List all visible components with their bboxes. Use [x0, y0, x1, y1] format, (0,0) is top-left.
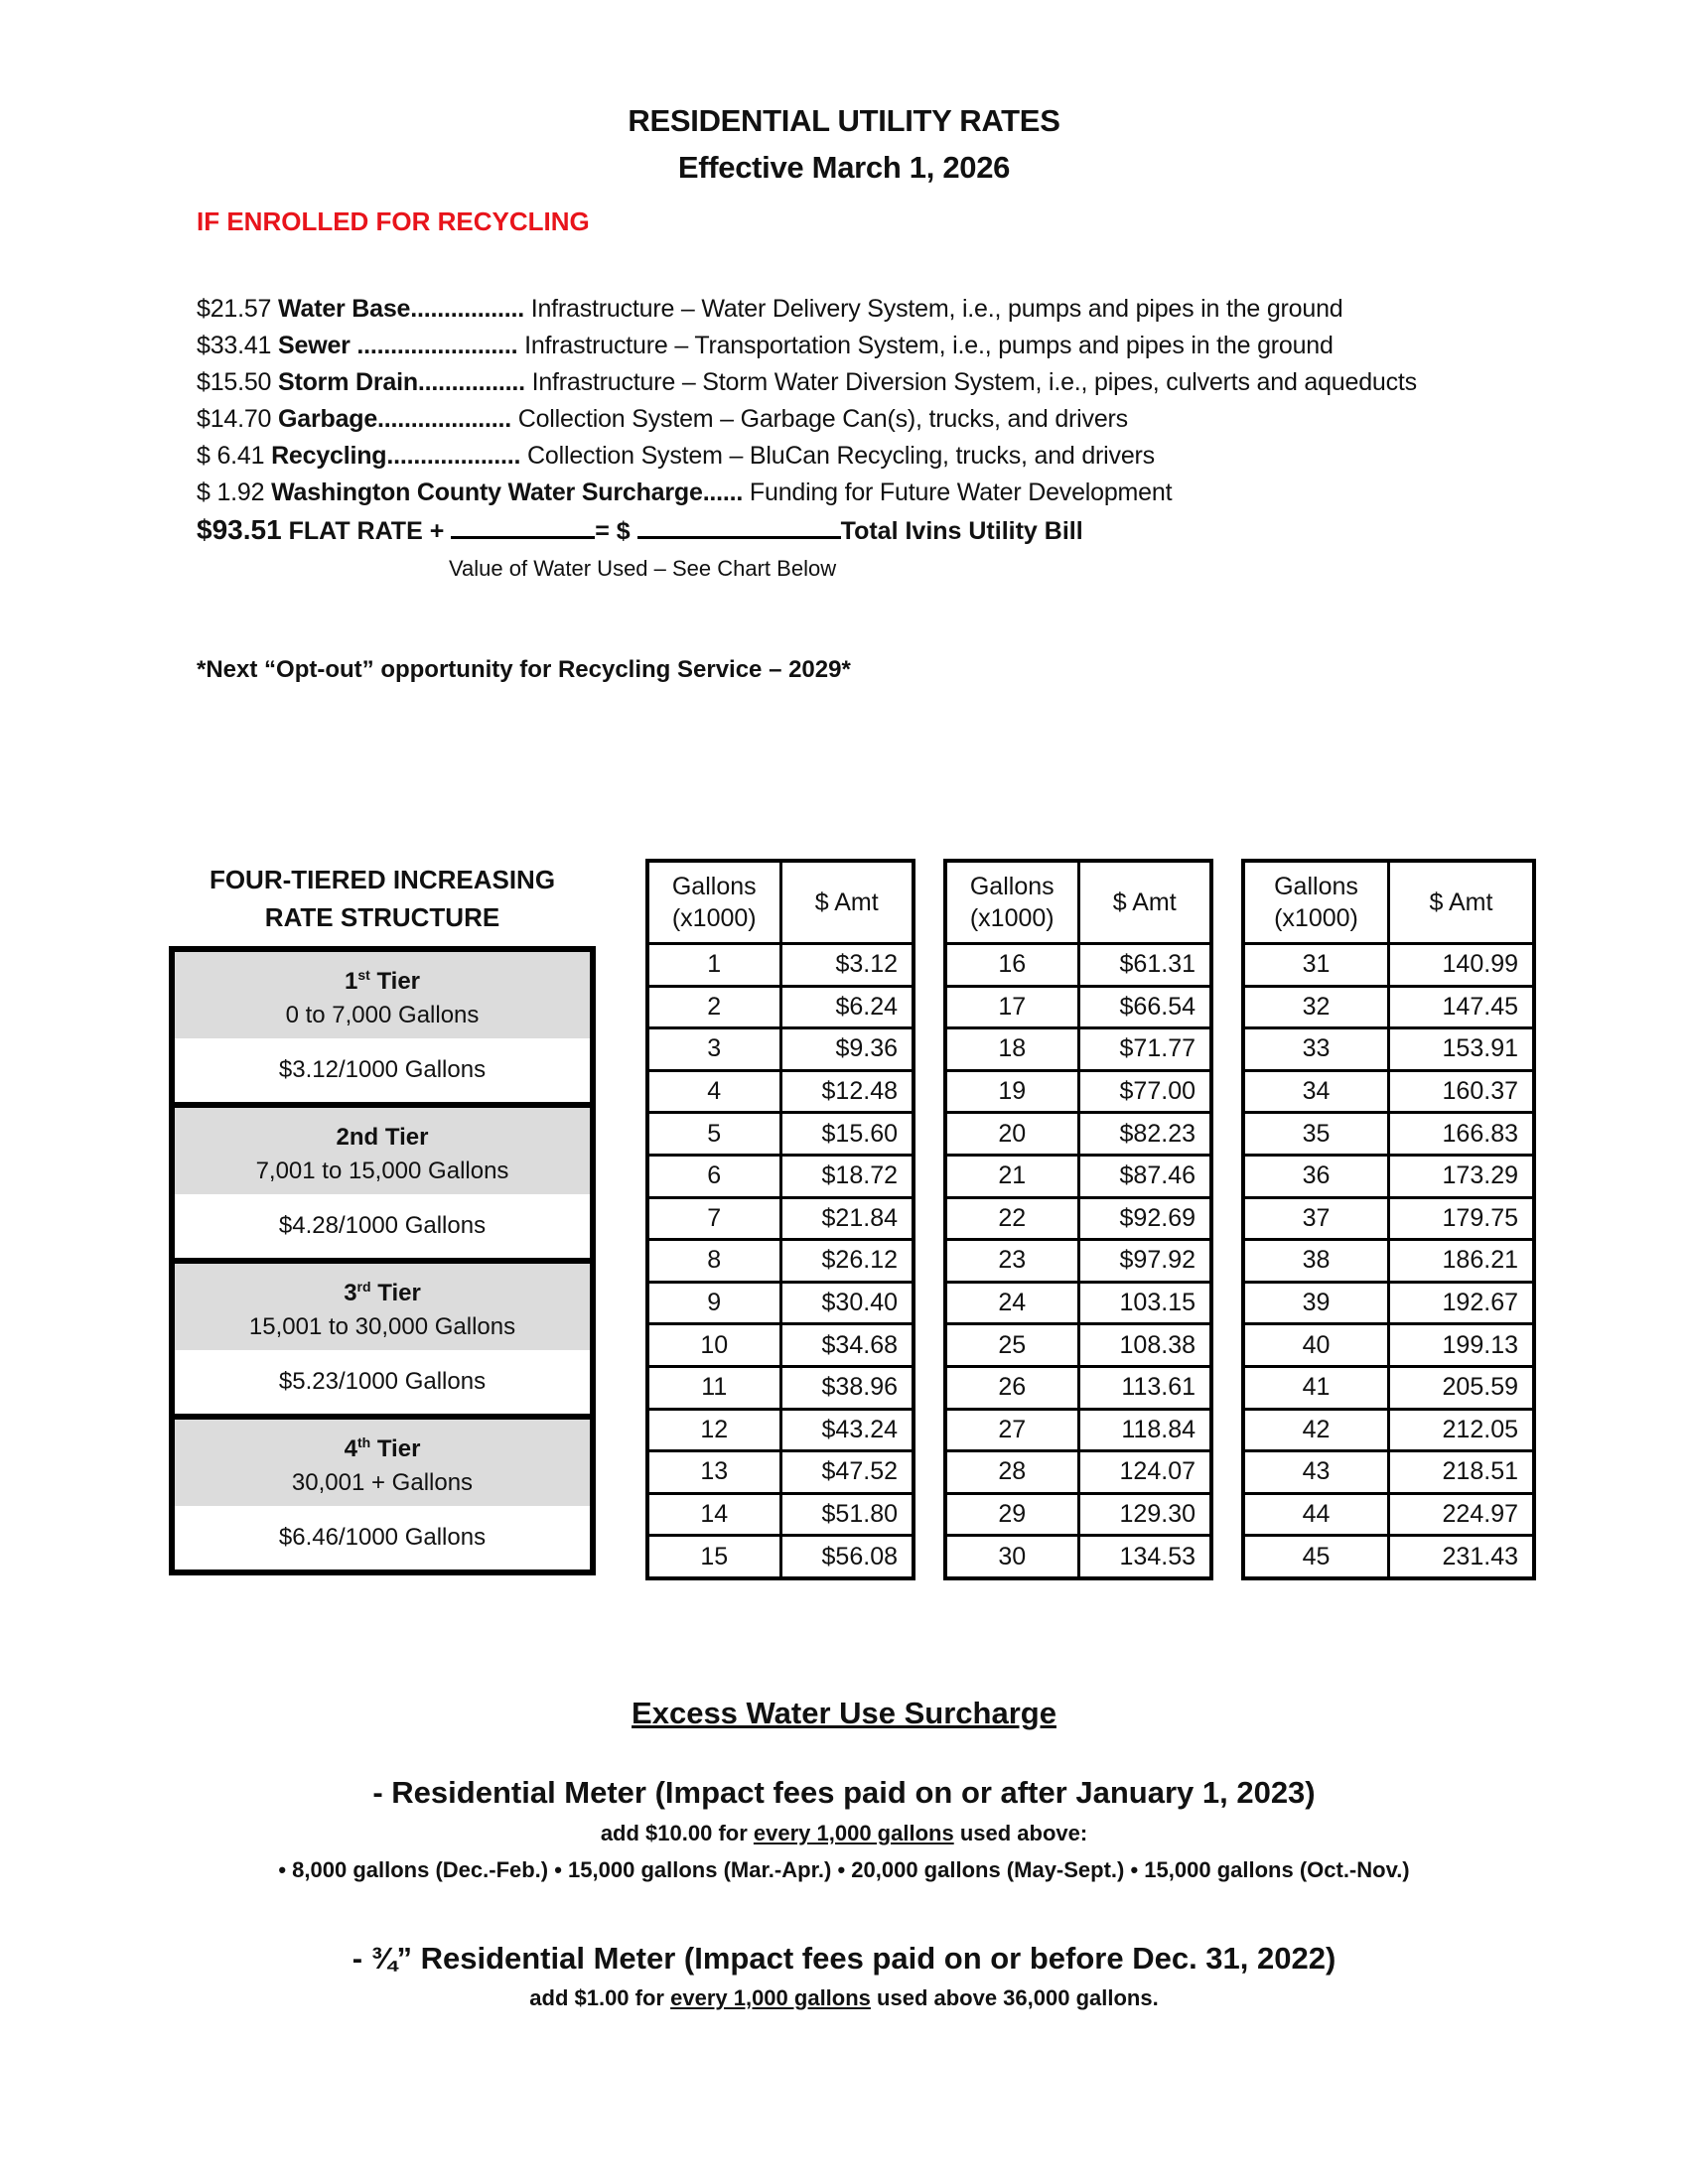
- gallons-cell: 42: [1243, 1409, 1389, 1451]
- meter2-add-underlined: every 1,000 gallons: [670, 1985, 871, 2010]
- tier-word: Tier: [384, 1124, 429, 1151]
- amount-cell: 166.83: [1389, 1113, 1535, 1156]
- gallons-cell: 41: [1243, 1366, 1389, 1409]
- table-row: [1243, 1409, 1534, 1451]
- table-row: [945, 1070, 1211, 1113]
- fee-desc: Collection System – BluCan Recycling, trucks, and drivers: [527, 442, 1155, 470]
- amount-cell: 179.75: [1389, 1197, 1535, 1240]
- flat-rate-line: [197, 514, 1083, 546]
- table-row: [647, 1197, 914, 1240]
- table-row: [945, 1197, 1211, 1240]
- table-header-row: [945, 861, 1211, 944]
- gallons-cell: 2: [647, 986, 780, 1028]
- tier-box: [169, 946, 596, 1575]
- fee-amount: $15.50: [197, 368, 272, 396]
- amount-cell: $9.36: [780, 1028, 914, 1071]
- table-row: [647, 1240, 914, 1283]
- fee-line-recycling: [197, 442, 1155, 471]
- gallons-cell: 8: [647, 1240, 780, 1283]
- table-header-row: [1243, 861, 1534, 944]
- amount-cell: 173.29: [1389, 1155, 1535, 1197]
- gallons-cell: 4: [647, 1070, 780, 1113]
- gallons-header: [945, 861, 1078, 944]
- gallons-cell: 31: [1243, 944, 1389, 987]
- table-row: [945, 1366, 1211, 1409]
- amount-header: $ Amt: [1078, 861, 1211, 944]
- fee-line-water-surcharge: [197, 478, 1172, 507]
- table-row: [1243, 1493, 1534, 1536]
- table-row: [945, 1282, 1211, 1324]
- table-row: [1243, 1197, 1534, 1240]
- meter1-add-underlined: every 1,000 gallons: [753, 1821, 954, 1845]
- table-row: [1243, 1324, 1534, 1367]
- amount-cell: 224.97: [1389, 1493, 1535, 1536]
- amount-cell: 140.99: [1389, 944, 1535, 987]
- amount-cell: 129.30: [1078, 1493, 1211, 1536]
- amount-cell: 118.84: [1078, 1409, 1211, 1451]
- tier-range: 15,001 to 30,000 Gallons: [248, 1313, 516, 1340]
- amount-cell: $47.52: [780, 1451, 914, 1494]
- amount-cell: 231.43: [1389, 1536, 1535, 1578]
- meter1-add-line: [0, 1821, 1688, 1846]
- gallons-header-line-2: (x1000): [671, 904, 757, 932]
- tier-number: 1: [344, 968, 358, 995]
- gallons-cell: 27: [945, 1409, 1078, 1451]
- gallons-header: [647, 861, 780, 944]
- recycling-condition: IF ENROLLED FOR RECYCLING: [197, 206, 590, 236]
- gallons-cell: 21: [945, 1155, 1078, 1197]
- fee-desc: Infrastructure – Transportation System, i.e., pumps and pipes in the ground: [524, 332, 1334, 359]
- table-row: [647, 944, 914, 987]
- fee-leader: .................: [410, 295, 524, 323]
- table-row: [945, 1493, 1211, 1536]
- fee-name: Washington County Water Surcharge: [271, 478, 703, 506]
- amount-cell: $15.60: [780, 1113, 914, 1156]
- amount-cell: 186.21: [1389, 1240, 1535, 1283]
- amount-cell: $82.23: [1078, 1113, 1211, 1156]
- gallons-cell: 40: [1243, 1324, 1389, 1367]
- gallons-cell: 24: [945, 1282, 1078, 1324]
- amount-cell: 153.91: [1389, 1028, 1535, 1071]
- table-row: [945, 944, 1211, 987]
- gallons-cell: 44: [1243, 1493, 1389, 1536]
- gallons-cell: 37: [1243, 1197, 1389, 1240]
- table-row: [647, 1282, 914, 1324]
- amount-cell: 113.61: [1078, 1366, 1211, 1409]
- total-bill-blank[interactable]: [637, 514, 841, 539]
- table-row: [945, 1409, 1211, 1451]
- amount-cell: $77.00: [1078, 1070, 1211, 1113]
- gallons-cell: 34: [1243, 1070, 1389, 1113]
- gallons-cell: 36: [1243, 1155, 1389, 1197]
- gallons-cell: 18: [945, 1028, 1078, 1071]
- amount-cell: 218.51: [1389, 1451, 1535, 1494]
- amount-cell: 103.15: [1078, 1282, 1211, 1324]
- meter2-paren: (Impact fees paid on or before Dec. 31, 2022): [683, 1941, 1336, 1976]
- amount-cell: $97.92: [1078, 1240, 1211, 1283]
- table-row: [1243, 1451, 1534, 1494]
- water-value-note: Value of Water Used – See Chart Below: [449, 556, 837, 581]
- fee-name: Recycling: [271, 442, 387, 470]
- meter2-add-line: [0, 1985, 1688, 2011]
- fee-desc: Infrastructure – Storm Water Diversion System, i.e., pipes, culverts and aqueducts: [531, 368, 1417, 396]
- table-row: [1243, 1282, 1534, 1324]
- fee-line-water-base: [197, 295, 1343, 324]
- gallons-header-line-2: (x1000): [1274, 904, 1358, 932]
- fee-leader: ......: [702, 478, 744, 506]
- tier-number: 2nd: [336, 1124, 379, 1151]
- gallons-cell: 14: [647, 1493, 780, 1536]
- tier-rate: $4.28/1000 Gallons: [278, 1212, 487, 1239]
- amount-cell: $87.46: [1078, 1155, 1211, 1197]
- meter1-heading: [0, 1775, 1688, 1811]
- fee-name: Water Base: [278, 295, 411, 323]
- fee-amount: $ 1.92: [197, 478, 265, 506]
- tier-rate: $6.46/1000 Gallons: [278, 1524, 487, 1551]
- table-row: [1243, 1113, 1534, 1156]
- gallons-cell: 35: [1243, 1113, 1389, 1156]
- meter1-add-pre: add $10.00 for: [600, 1821, 748, 1845]
- meter1-paren: (Impact fees paid on or after January 1, 2023): [654, 1775, 1316, 1810]
- gallons-header-line-2: (x1000): [969, 904, 1055, 932]
- flat-rate-amount: $93.51: [197, 514, 282, 545]
- fee-amount: $14.70: [197, 405, 272, 433]
- gallons-cell: 29: [945, 1493, 1078, 1536]
- gallons-cell: 13: [647, 1451, 780, 1494]
- fee-amount: $ 6.41: [197, 442, 265, 470]
- gallons-cell: 5: [647, 1113, 780, 1156]
- gallons-cell: 10: [647, 1324, 780, 1367]
- amount-header: $ Amt: [780, 861, 914, 944]
- gallons-cell: 17: [945, 986, 1078, 1028]
- table-row: [945, 1451, 1211, 1494]
- fee-name: Sewer: [278, 332, 351, 359]
- tier-word: Tier: [377, 1280, 421, 1306]
- table-row: [1243, 986, 1534, 1028]
- amount-cell: $12.48: [780, 1070, 914, 1113]
- table-row: [647, 1409, 914, 1451]
- gallons-cell: 26: [945, 1366, 1078, 1409]
- gallons-cell: 3: [647, 1028, 780, 1071]
- effective-date: Effective March 1, 2026: [677, 150, 1011, 185]
- gallons-cell: 45: [1243, 1536, 1389, 1578]
- tier-range: 30,001 + Gallons: [291, 1469, 474, 1496]
- gallons-cell: 22: [945, 1197, 1078, 1240]
- tier-rate: $3.12/1000 Gallons: [278, 1056, 487, 1083]
- amount-cell: $61.31: [1078, 944, 1211, 987]
- fee-amount: $21.57: [197, 295, 272, 323]
- tier-number: 3: [344, 1280, 357, 1306]
- gallons-header-line-1: Gallons: [969, 873, 1055, 900]
- table-row: [647, 1324, 914, 1367]
- amount-cell: $66.54: [1078, 986, 1211, 1028]
- page-title: RESIDENTIAL UTILITY RATES: [628, 103, 1060, 138]
- meter2-label: - ¾” Residential Meter: [352, 1941, 676, 1976]
- tier-title-line-1: FOUR-TIERED INCREASING: [209, 865, 556, 894]
- tier-word: Tier: [376, 1435, 421, 1462]
- tier-3: [175, 1258, 590, 1414]
- table-row: [647, 1451, 914, 1494]
- table-row: [647, 1493, 914, 1536]
- fee-desc: Infrastructure – Water Delivery System, i.e., pumps and pipes in the ground: [530, 295, 1343, 323]
- tier-1: [175, 952, 590, 1102]
- amount-cell: 212.05: [1389, 1409, 1535, 1451]
- gallons-cell: 16: [945, 944, 1078, 987]
- table-row: [945, 1155, 1211, 1197]
- tier-word: Tier: [376, 968, 421, 995]
- gallons-cell: 11: [647, 1366, 780, 1409]
- amount-cell: $30.40: [780, 1282, 914, 1324]
- tier-title-line-2: RATE STRUCTURE: [264, 902, 500, 932]
- total-label: Total Ivins Utility Bill: [840, 517, 1083, 545]
- amount-cell: $6.24: [780, 986, 914, 1028]
- tier-rate: $5.23/1000 Gallons: [278, 1368, 487, 1395]
- gallons-cell: 12: [647, 1409, 780, 1451]
- table-row: [647, 1113, 914, 1156]
- amount-cell: $18.72: [780, 1155, 914, 1197]
- amount-cell: 108.38: [1078, 1324, 1211, 1367]
- amount-cell: 124.07: [1078, 1451, 1211, 1494]
- gallons-cell: 19: [945, 1070, 1078, 1113]
- gallons-cell: 32: [1243, 986, 1389, 1028]
- amount-header: $ Amt: [1389, 861, 1535, 944]
- table-row: [945, 1240, 1211, 1283]
- meter1-thresholds: • 8,000 gallons (Dec.-Feb.) • 15,000 gallons (Mar.-Apr.) • 20,000 gallons (May-Sept.) • 15,000 gallons (Oct.-Nov.): [278, 1857, 1410, 1882]
- meter2-add-pre: add $1.00 for: [529, 1985, 664, 2010]
- gallons-header-line-1: Gallons: [671, 873, 757, 900]
- table-row: [1243, 1070, 1534, 1113]
- gallons-cell: 28: [945, 1451, 1078, 1494]
- amount-cell: $71.77: [1078, 1028, 1211, 1071]
- rate-table-2: [943, 859, 1213, 1580]
- amount-cell: 199.13: [1389, 1324, 1535, 1367]
- amount-cell: $26.12: [780, 1240, 914, 1283]
- table-row: [647, 1366, 914, 1409]
- amount-cell: $38.96: [780, 1366, 914, 1409]
- rate-table-1: [645, 859, 915, 1580]
- table-row: [1243, 1240, 1534, 1283]
- tier-range: 7,001 to 15,000 Gallons: [255, 1158, 509, 1184]
- amount-cell: 160.37: [1389, 1070, 1535, 1113]
- table-row: [945, 1324, 1211, 1367]
- table-row: [945, 1113, 1211, 1156]
- fee-desc: Funding for Future Water Development: [749, 478, 1173, 506]
- amount-cell: 192.67: [1389, 1282, 1535, 1324]
- table-row: [1243, 1155, 1534, 1197]
- fee-line-sewer: [197, 332, 1334, 360]
- table-row: [1243, 1366, 1534, 1409]
- fee-leader: ................: [417, 368, 525, 396]
- table-row: [945, 1536, 1211, 1578]
- gallons-cell: 38: [1243, 1240, 1389, 1283]
- table-row: [647, 1070, 914, 1113]
- amount-cell: $3.12: [780, 944, 914, 987]
- gallons-cell: 25: [945, 1324, 1078, 1367]
- meter1-add-post: used above:: [959, 1821, 1088, 1845]
- gallons-cell: 9: [647, 1282, 780, 1324]
- table-row: [1243, 944, 1534, 987]
- table-row: [1243, 1028, 1534, 1071]
- amount-cell: $34.68: [780, 1324, 914, 1367]
- gallons-cell: 39: [1243, 1282, 1389, 1324]
- amount-cell: $56.08: [780, 1536, 914, 1578]
- surcharge-title: Excess Water Use Surcharge: [632, 1696, 1056, 1730]
- fee-name: Garbage: [278, 405, 378, 433]
- tier-structure-title: [169, 861, 596, 936]
- gallons-cell: 1: [647, 944, 780, 987]
- amount-cell: $21.84: [780, 1197, 914, 1240]
- table-row: [647, 1536, 914, 1578]
- water-value-blank[interactable]: [451, 514, 595, 539]
- amount-cell: 147.45: [1389, 986, 1535, 1028]
- gallons-cell: 15: [647, 1536, 780, 1578]
- tier-2: [175, 1102, 590, 1258]
- fee-desc: Collection System – Garbage Can(s), trucks, and drivers: [517, 405, 1128, 433]
- fee-amount: $33.41: [197, 332, 272, 359]
- gallons-header-line-1: Gallons: [1274, 873, 1358, 900]
- meter1-label: - Residential Meter: [372, 1775, 646, 1810]
- table-row: [647, 986, 914, 1028]
- fee-line-garbage: [197, 405, 1128, 434]
- amount-cell: $51.80: [780, 1493, 914, 1536]
- equals-sign: = $: [595, 517, 631, 545]
- table-row: [647, 1155, 914, 1197]
- amount-cell: 134.53: [1078, 1536, 1211, 1578]
- table-row: [945, 1028, 1211, 1071]
- table-header-row: [647, 861, 914, 944]
- tier-suffix: st: [357, 967, 370, 983]
- table-row: [945, 986, 1211, 1028]
- fee-leader: ....................: [386, 442, 521, 470]
- meter2-add-post: used above 36,000 gallons.: [877, 1985, 1159, 2010]
- amount-cell: $43.24: [780, 1409, 914, 1451]
- gallons-cell: 33: [1243, 1028, 1389, 1071]
- gallons-cell: 20: [945, 1113, 1078, 1156]
- amount-cell: 205.59: [1389, 1366, 1535, 1409]
- tier-suffix: th: [356, 1434, 371, 1450]
- fee-name: Storm Drain: [278, 368, 418, 396]
- meter2-heading: [0, 1941, 1688, 1977]
- rate-table-3: [1241, 859, 1536, 1580]
- gallons-cell: 7: [647, 1197, 780, 1240]
- fee-line-storm-drain: [197, 368, 1417, 397]
- flat-rate-label: FLAT RATE +: [288, 517, 445, 545]
- tier-number: 4: [344, 1435, 357, 1462]
- gallons-header: [1243, 861, 1389, 944]
- tier-range: 0 to 7,000 Gallons: [285, 1002, 480, 1028]
- table-row: [647, 1028, 914, 1071]
- opt-out-note: *Next “Opt-out” opportunity for Recycling Service – 2029*: [197, 656, 851, 683]
- tier-4: [175, 1414, 590, 1570]
- gallons-cell: 30: [945, 1536, 1078, 1578]
- amount-cell: $92.69: [1078, 1197, 1211, 1240]
- fee-leader: ........................: [350, 332, 518, 359]
- table-row: [1243, 1536, 1534, 1578]
- fee-leader: ....................: [377, 405, 511, 433]
- gallons-cell: 23: [945, 1240, 1078, 1283]
- gallons-cell: 6: [647, 1155, 780, 1197]
- gallons-cell: 43: [1243, 1451, 1389, 1494]
- tier-suffix: rd: [356, 1279, 371, 1295]
